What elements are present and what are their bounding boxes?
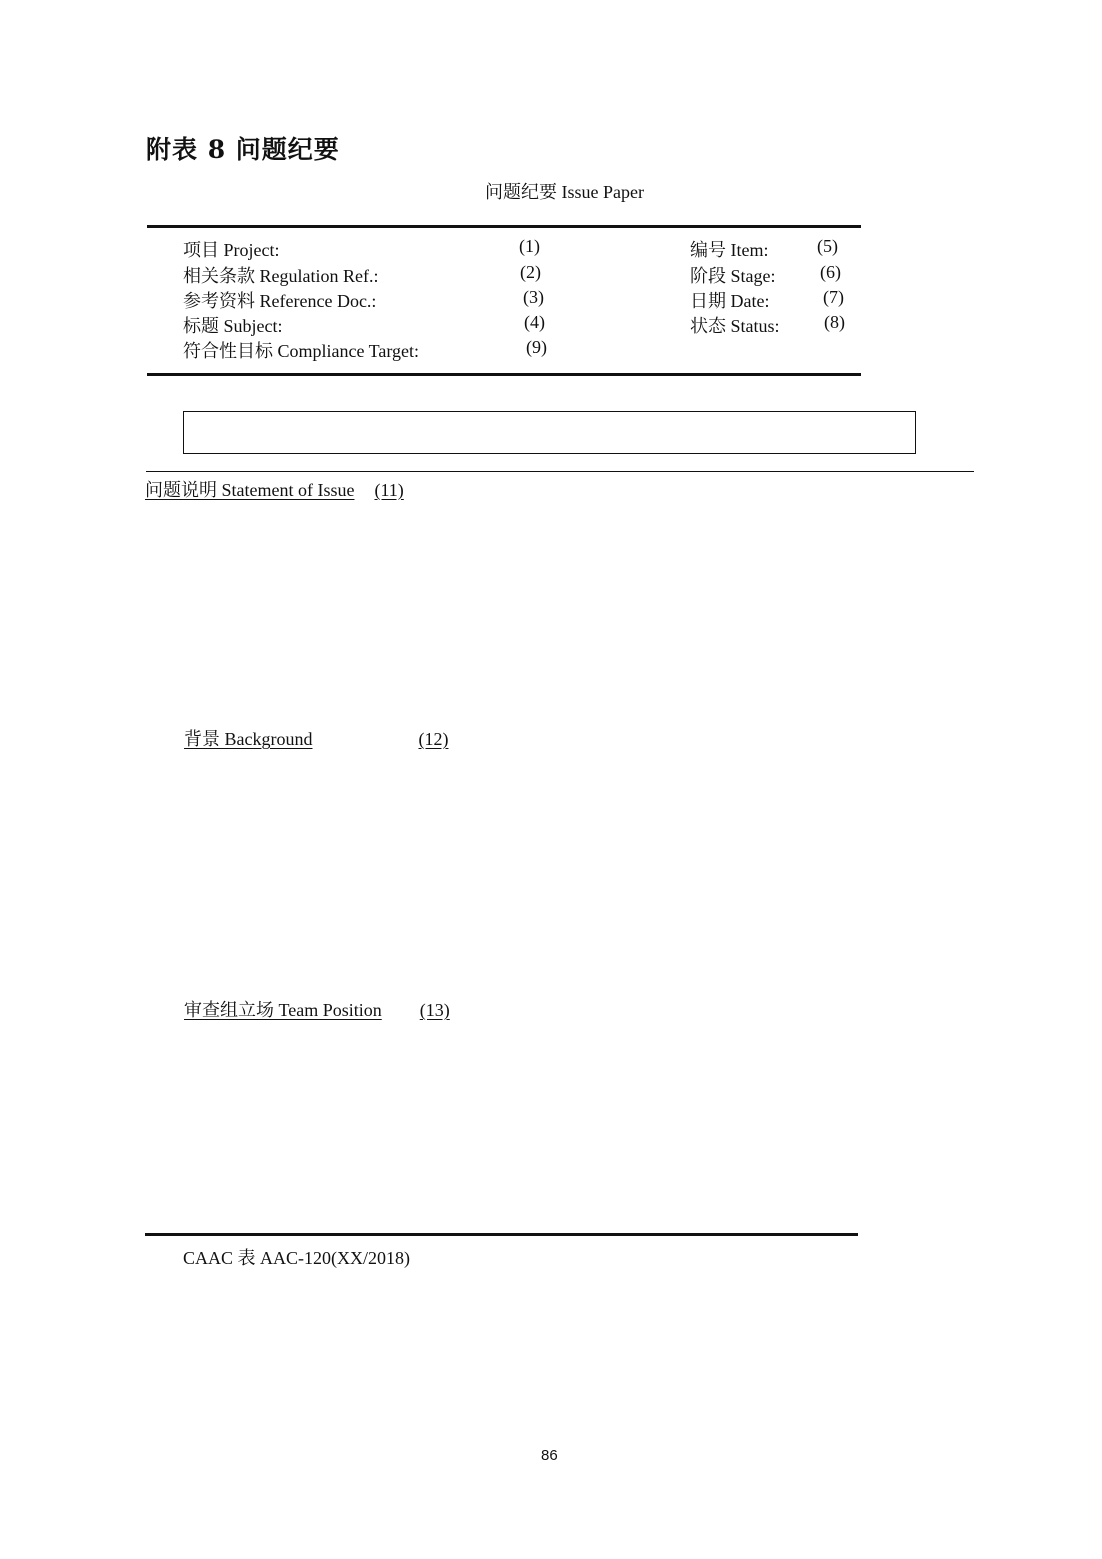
section-background-label: 背景 Background — [184, 729, 313, 749]
field-regulation-label: 相关条款 Regulation Ref.: — [183, 266, 379, 286]
field-subject-number: (4) — [524, 312, 545, 332]
field-reference-label: 参考资料 Reference Doc.: — [183, 291, 377, 311]
section-background-number: (12) — [418, 729, 449, 749]
field-date-number: (7) — [823, 287, 844, 307]
form-code: CAAC 表 AAC-120(XX/2018) — [183, 1248, 410, 1268]
field-project-number: (1) — [519, 236, 540, 256]
field-subject-label: 标题 Subject: — [183, 316, 283, 336]
section-team-position — [184, 996, 450, 1022]
page-number: 86 — [541, 1447, 558, 1464]
appendix-heading: 附表 8 问题纪要 — [146, 135, 340, 164]
field-project-label: 项目 Project: — [183, 240, 280, 260]
field-status-label: 状态 Status: — [690, 316, 780, 336]
section-statement-label: 问题说明 Statement of Issue — [145, 480, 355, 500]
field-status-number: (8) — [824, 312, 845, 332]
form-title: 问题纪要 Issue Paper — [485, 182, 644, 202]
section-team-position-number: (13) — [419, 1000, 450, 1020]
field-compliance-label: 符合性目标 Compliance Target: — [183, 341, 420, 361]
footer-rule — [145, 1233, 858, 1236]
section-background — [184, 725, 448, 751]
field-reference-number: (3) — [523, 287, 544, 307]
empty-input-box — [183, 411, 916, 454]
section-statement-number: (11) — [374, 480, 404, 500]
section-team-position-label: 审查组立场 Team Position — [184, 1000, 382, 1020]
field-stage-label: 阶段 Stage: — [690, 266, 776, 286]
section-statement-of-issue — [145, 476, 404, 502]
field-item-number: (5) — [817, 236, 838, 256]
field-date-label: 日期 Date: — [690, 291, 770, 311]
section-divider — [146, 471, 974, 472]
field-stage-number: (6) — [820, 262, 841, 282]
header-top-rule — [147, 225, 861, 228]
field-compliance-number: (9) — [526, 337, 547, 357]
field-regulation-number: (2) — [520, 262, 541, 282]
header-bottom-rule — [147, 373, 861, 376]
field-item-label: 编号 Item: — [690, 240, 769, 260]
